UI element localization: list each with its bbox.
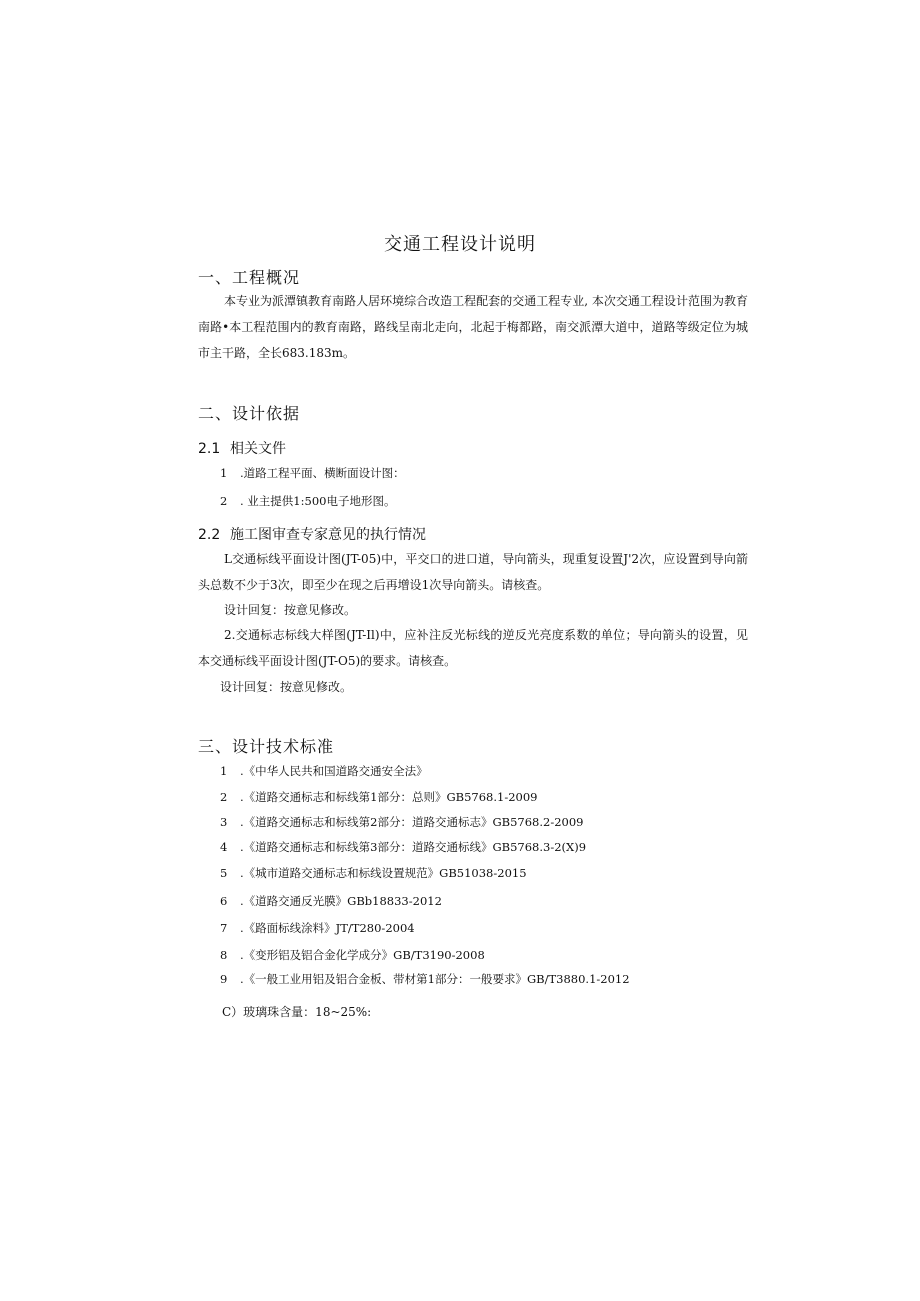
list-item (220, 892, 442, 910)
list-item (220, 464, 405, 482)
subsection-2-2-heading (198, 524, 426, 544)
list-item-text: .《一般工业用铝及铝合金板、带材第1部分：一般要求》GB/T3880.1-2012 (240, 972, 630, 986)
list-item-number: 6 (220, 894, 228, 908)
list-item (220, 838, 586, 856)
list-item-text: .《城市道路交通标志和标线设置规范》GB51038-2015 (240, 866, 527, 880)
list-item (220, 492, 395, 510)
list-item-number: 8 (220, 948, 228, 962)
list-item-number: 9 (220, 972, 228, 986)
subsection-2-1-title: 相关文件 (230, 441, 286, 457)
list-item-number: 7 (220, 921, 228, 935)
list-item-number: 1 (220, 764, 228, 778)
design-reply-2: 设计回复：按意见修改。 (220, 680, 353, 694)
subsection-2-1-heading (198, 438, 286, 458)
section-1-body: 本专业为派潭镇教育南路人居环境综合改造工程配套的交通工程专业, 本次交通工程设计范围为教育南路•本工程范围内的教育南路，路线呈南北走向，北起于梅都路，南交派潭大道中，道路等级定位为城市主干路，全长683.183m。 (198, 294, 748, 360)
list-item-number: 5 (220, 866, 228, 880)
section-3-heading: 三、设计技术标准 (198, 737, 335, 756)
list-item (220, 970, 630, 988)
list-item-text: .《变形铝及铝合金化学成分》GB/T3190-2008 (240, 948, 485, 962)
subsection-2-2-number: 2.2 (198, 527, 221, 543)
design-reply-1: 设计回复：按意见修改。 (224, 603, 357, 617)
subsection-2-2-title: 施工图审查专家意见的执行情况 (230, 527, 426, 543)
list-item-text: . 业主提供1:500电子地形图。 (240, 494, 396, 508)
page-title: 交通工程设计说明 (384, 234, 536, 255)
list-item-text: .《道路交通标志和标线第3部分：道路交通标线》GB5768.3-2(X)9 (240, 840, 587, 854)
list-item (220, 788, 538, 806)
list-item (220, 919, 415, 937)
list-item (220, 813, 584, 831)
section-1-heading: 一、工程概况 (198, 268, 301, 287)
list-item-number: 2 (220, 790, 228, 804)
list-item-number: 3 (220, 815, 228, 829)
list-item-text: .《道路交通标志和标线第1部分：总则》GB5768.1-2009 (240, 790, 538, 804)
list-item-text: .《中华人民共和国道路交通安全法》 (240, 764, 428, 778)
list-item-text: .《路面标线涂料》JT/T280-2004 (240, 921, 415, 935)
review-comment-1: L交通标线平面设计图(JT-05)中，平交口的进口道，导向箭头，现重复设置J'2次，应设置到导向箭头总数不少于3次，即至少在现之后再增设1次导向箭头。请核查。 (198, 552, 748, 592)
list-item (220, 946, 485, 964)
subsection-2-1-number: 2.1 (198, 441, 221, 457)
glass-bead-content-note: C）玻璃珠含量：18~25%: (222, 1005, 372, 1019)
list-item (220, 864, 527, 882)
list-item-number: 4 (220, 840, 228, 854)
list-item-text: .《道路交通反光膜》GBb18833-2012 (240, 894, 442, 908)
list-item-number: 1 (220, 466, 228, 480)
list-item-text: .《道路交通标志和标线第2部分：道路交通标志》GB5768.2-2009 (240, 815, 584, 829)
review-comment-2: 2.交通标志标线大样图(JT-Il)中，应补注反光标线的逆反光亮度系数的单位；导向箭头的设置，见本交通标线平面设计图(JT-O5)的要求。请核查。 (198, 628, 748, 668)
section-2-heading: 二、设计依据 (198, 404, 301, 423)
list-item-text: .道路工程平面、横断面设计图： (240, 466, 405, 480)
list-item-number: 2 (220, 494, 228, 508)
list-item (220, 762, 428, 780)
